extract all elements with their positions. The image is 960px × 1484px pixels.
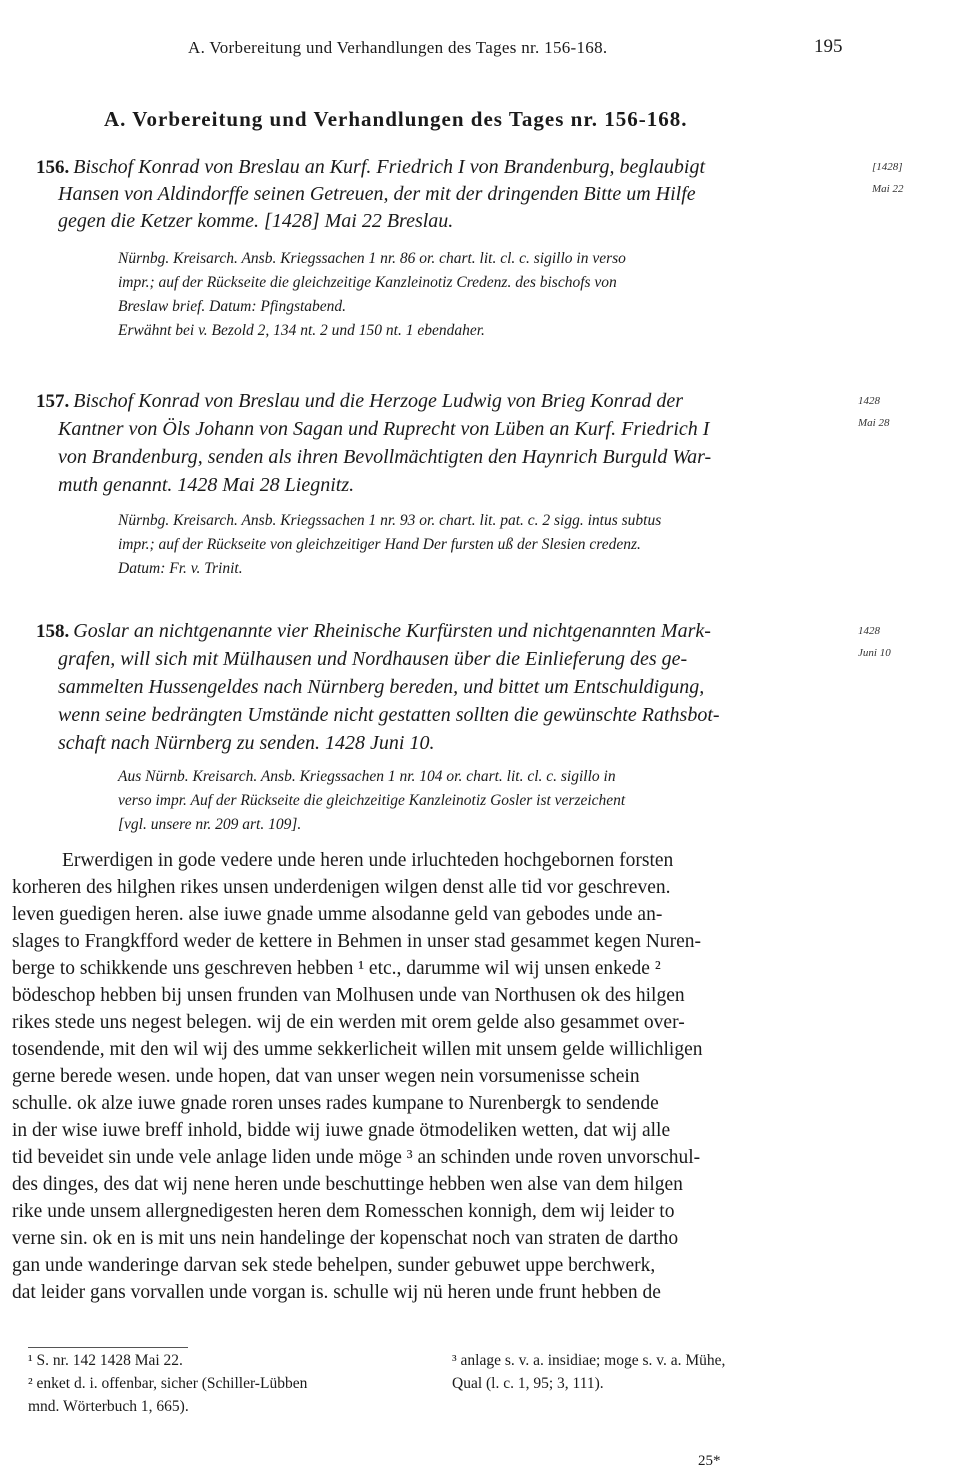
body-line: berge to schikkende uns geschreven hebben ¹ etc., darumme wil wij unsen enkede ² xyxy=(12,958,661,979)
entry-156-source-line: Breslaw brief. Datum: Pfingstabend. xyxy=(118,298,347,315)
section-title: A. Vorbereitung und Verhandlungen des Tages nr. 156-168. xyxy=(104,107,688,131)
margin-date: Juni 10 xyxy=(858,647,891,659)
margin-date: Mai 28 xyxy=(858,417,890,429)
entry-number: 156. xyxy=(36,157,70,178)
margin-date: [1428] xyxy=(872,161,903,173)
body-line: tid beveidet sin unde vele anlage liden unde möge ³ an schinden unde roven unvorschul- xyxy=(12,1147,701,1168)
body-line: leven guedigen heren. alse iuwe gnade umme alsodanne geld van gebodes unde an- xyxy=(12,904,663,925)
body-line: korheren des hilghen rikes unsen underdenigen wilgen denst alle tid vor geschreven. xyxy=(12,877,671,898)
entry-number: 157. xyxy=(36,391,70,412)
body-line: schulle. ok alze iuwe gnade roren unses rades kumpane to Nurenbergk to sendende xyxy=(12,1093,659,1114)
running-head: A. Vorbereitung und Verhandlungen des Tages nr. 156-168. xyxy=(188,38,608,57)
body-line: verne sin. ok en is mit uns nein handelinge der kopenschat noch van straten de dartho xyxy=(12,1228,679,1249)
body-line: gerne berede wesen. unde hopen, dat van unser wegen nein vorsumenisse schein xyxy=(12,1066,640,1087)
entry-156-regest-line: 156. Bischof Konrad von Breslau an Kurf. Friedrich I von Brandenburg, beglaubigt xyxy=(36,156,706,178)
entry-157-regest-line: Kantner von Öls Johann von Sagan und Ruprecht von Lüben an Kurf. Friedrich I xyxy=(58,418,710,440)
body-line: gan unde wanderinge darvan sek stede behelpen, sunder gebuwet uppe berchwerk, xyxy=(12,1255,656,1276)
entry-157-source-line: impr.; auf der Rückseite von gleichzeitiger Hand Der fursten uß der Slesien credenz. xyxy=(118,536,641,553)
body-line: Erwerdigen in gode vedere unde heren unde irluchteden hochgebornen forsten xyxy=(62,850,674,871)
entry-158-regest-line: schaft nach Nürnberg zu senden. 1428 Juni 10. xyxy=(58,732,435,754)
body-line: bödeschop hebben bij unsen frunden van Molhusen unde van Northusen ok des hilgen xyxy=(12,985,685,1006)
entry-157-regest-line: 157. Bischof Konrad von Breslau und die Herzoge Ludwig von Brieg Konrad der xyxy=(36,390,684,412)
footnote: Qual (l. c. 1, 95; 3, 111). xyxy=(452,1375,604,1392)
footnote: ³ anlage s. v. a. insidiae; moge s. v. a. Mühe, xyxy=(452,1352,726,1369)
body-line: rikes stede uns negest belegen. wij de ein werden mit orem gelde also gesammet over- xyxy=(12,1012,685,1033)
entry-number: 158. xyxy=(36,621,70,642)
signature-mark: 25* xyxy=(698,1453,721,1469)
entry-157-regest-line: von Brandenburg, senden als ihren Bevollmächtigten den Haynrich Burguld War- xyxy=(58,446,712,468)
margin-date: Mai 22 xyxy=(872,183,904,195)
footnote: mnd. Wörterbuch 1, 665). xyxy=(28,1398,189,1415)
body-line: des dinges, des dat wij nene heren unde beschuttinge hebben wen alse van dem hilgen xyxy=(12,1174,683,1195)
entry-158-regest-line: grafen, will sich mit Mülhausen und Nordhausen über die Einlieferung des ge- xyxy=(58,648,688,670)
footnote-rule xyxy=(28,1347,188,1348)
entry-158-source-line: [vgl. unsere nr. 209 art. 109]. xyxy=(118,816,302,833)
entry-156-regest-line: gegen die Ketzer komme. [1428] Mai 22 Breslau. xyxy=(58,210,454,232)
margin-date: 1428 xyxy=(858,625,880,637)
margin-date: 1428 xyxy=(858,395,880,407)
footnote: ² enket d. i. offenbar, sicher (Schiller-Lübben xyxy=(28,1375,308,1392)
entry-157-regest-line: muth genannt. 1428 Mai 28 Liegnitz. xyxy=(58,474,355,496)
page-number: 195 xyxy=(814,36,843,57)
entry-158-source-line: verso impr. Auf der Rückseite die gleichzeitige Kanzleinotiz Gosler ist verzeichent xyxy=(118,792,626,809)
entry-156-source-line: Erwähnt bei v. Bezold 2, 134 nt. 2 und 150 nt. 1 ebendaher. xyxy=(118,322,485,339)
entry-158-source-line: Aus Nürnb. Kreisarch. Ansb. Kriegssachen 1 nr. 104 or. chart. lit. cl. c. sigillo in xyxy=(118,768,616,785)
body-line: slages to Frangkfford weder de kettere in Behmen in unser stad gesammet kegen Nuren- xyxy=(12,931,701,952)
entry-158-regest-line: sammelten Hussengeldes nach Nürnberg bereden, und bittet um Entschuldigung, xyxy=(58,676,705,698)
entry-156-source-line: impr.; auf der Rückseite die gleichzeitige Kanzleinotiz Credenz. des bischofs von xyxy=(118,274,617,291)
entry-156-regest-line: Hansen von Aldindorffe seinen Getreuen, der mit der dringenden Bitte um Hilfe xyxy=(58,183,696,205)
entry-157-source-line: Nürnbg. Kreisarch. Ansb. Kriegssachen 1 nr. 93 or. chart. lit. pat. c. 2 sigg. intus subtus xyxy=(118,512,662,529)
entry-158-regest-line: wenn seine bedrängten Umstände nicht gestatten sollten die gewünschte Rathsbot- xyxy=(58,704,720,726)
body-line: in der wise iuwe breff inhold, bidde wij iuwe gnade ötmodeliken wetten, dat wij alle xyxy=(12,1120,671,1141)
footnote: ¹ S. nr. 142 1428 Mai 22. xyxy=(28,1352,183,1369)
body-line: tosendende, mit den wil wij des umme sekkerlicheit willen mit unsem gelde willichligen xyxy=(12,1039,703,1060)
body-line: dat leider gans vorvallen unde vorgan is. schulle wij nü heren unde frunt hebben de xyxy=(12,1282,661,1303)
body-line: rike unde unsem allergnedigesten heren dem Romesschen konnigh, dem wij leider to xyxy=(12,1201,675,1222)
entry-158-regest-line: 158. Goslar an nichtgenannte vier Rheinische Kurfürsten und nichtgenannten Mark- xyxy=(36,620,711,642)
entry-157-source-line: Datum: Fr. v. Trinit. xyxy=(118,560,243,577)
entry-156-source-line: Nürnbg. Kreisarch. Ansb. Kriegssachen 1 nr. 86 or. chart. lit. cl. c. sigillo in verso xyxy=(118,250,626,267)
